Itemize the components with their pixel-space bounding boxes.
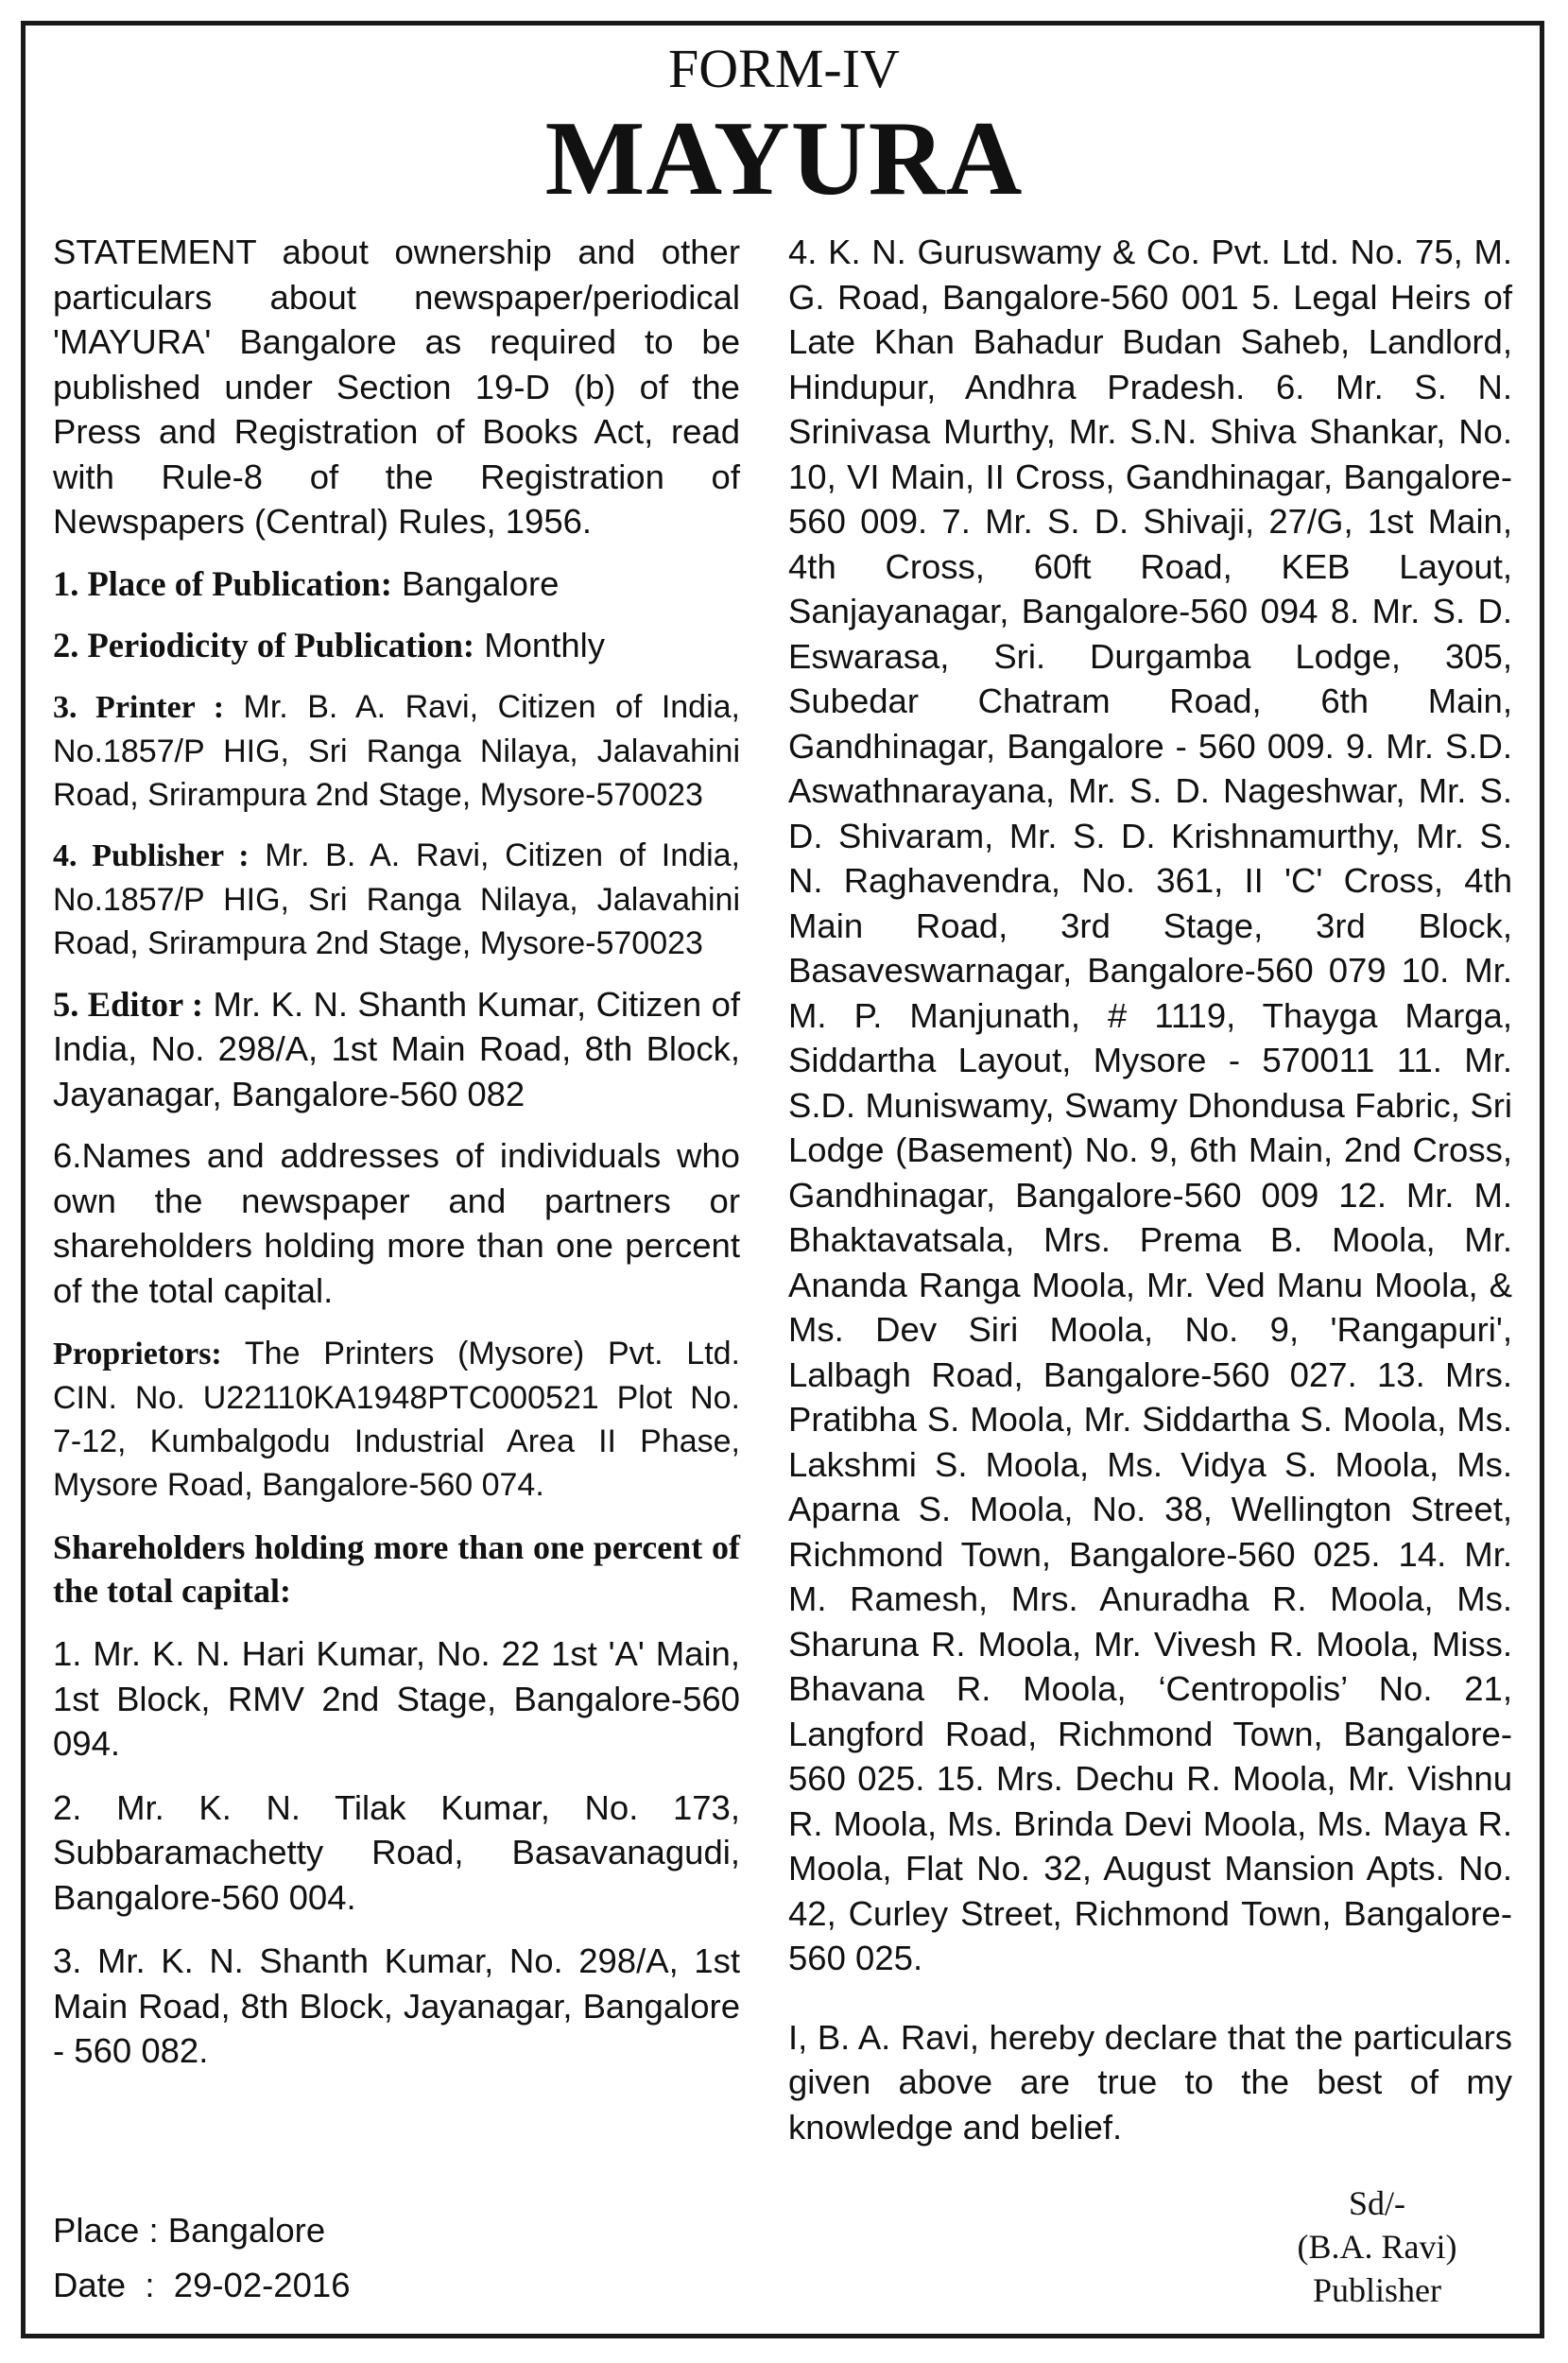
signature-name: (B.A. Ravi) [1297,2228,1457,2266]
place-date-block [53,2203,351,2313]
signature-block [1259,2182,1495,2312]
proprietors-value: The Printers (Mysore) Pvt. Ltd. CIN. No. U22110KA1948PTC000521 Plot No. 7-12, Kumbalgodu Industrial Area II Phase, Mysore Road, Bangalore-560 074. [53,1336,740,1503]
printer-label: 3. Printer : [53,689,225,725]
printer [53,685,740,817]
editor-label: 5. Editor : [53,984,204,1024]
periodicity-value: Monthly [474,626,606,664]
place-of-publication-label: 1. Place of Publication: [53,563,392,603]
shareholders-list-continued: 4. K. N. Guruswamy & Co. Pvt. Ltd. No. 75, M. G. Road, Bangalore-560 001 5. Legal Heirs of Late Khan Bahadur Budan Saheb, Landlord, Hindupur, Andhra Pradesh. 6. Mr. S. N. Srinivasa Murthy, Mr. S.N. Shiva Shankar, No. 10, VI Main, II Cross, Gandhinagar, Bangalore-560 009. 7. Mr. S. D. Shivaji, 27/G, 1st Main, 4th Cross, 60ft Road, KEB Layout, Sanjayanagar, Bangalore-560 094 8. Mr. S. D. Eswarasa, Sri. Durgamba Lodge, 305, Subedar Chatram Road, 6th Main, Gandhinagar, Bangalore - 560 009. 9. Mr. S.D. Aswathnarayana, Mr. S. D. Nageshwar, Mr. S. D. Shivaram, Mr. S. D. Krishnamurthy, Mr. S. N. Raghavendra, No. 361, II 'C' Cross, 4th Main Road, 3rd Stage, 3rd Block, Basaveswarnagar, Bangalore-560 079 10. Mr. M. P. Manjunath, # 1119, Thayga Marga, Siddartha Layout, Mysore - 570011 11. Mr. S.D. Muniswamy, Swamy Dhondusa Fabric, Sri Lodge (Basement) No. 9, 6th Main, 2nd Cross, Gandhinagar, Bangalore-560 009 12. Mr. M. Bhaktavatsala, Mrs. Prema B. Moola, Mr. Ananda Ranga Moola, Mr. Ved Manu Moola, & Ms. Dev Siri Moola, No. 9, 'Rangapuri', Lalbagh Road, Bangalore-560 027. 13. Mrs. Pratibha S. Moola, Mr. Siddartha S. Moola, Ms. Lakshmi S. Moola, Ms. Vidya S. Moola, Ms. Aparna S. Moola, No. 38, Wellington Street, Richmond Town, Bangalore-560 025. 14. Mr. M. Ramesh, Mrs. Anuradha R. Moola, Ms. Sharuna R. Moola, Mr. Vivesh R. Moola, Miss. Bhavana R. Moola, ‘Centropolis’ No. 21, Langford Road, Richmond Town, Bangalore-560 025. 15. Mrs. Dechu R. Moola, Mr. Vishnu R. Moola, Ms. Brinda Devi Moola, Ms. Maya R. Moola, Flat No. 32, August Mansion Apts. No. 42, Curley Street, Richmond Town, Bangalore-560 025. [788,233,1512,1977]
publisher [53,834,740,965]
left-column [53,230,740,2074]
place-of-publication-value: Bangalore [391,563,560,603]
statement-paragraph: STATEMENT about ownership and other particulars about newspaper/periodical 'MAYURA' Bangalore as required to be published under Section 19-D (b) of the Press and Registration of Books Act, read with Rule-8 of the Registration of Newspapers (Central) Rules, 1956. [53,233,740,541]
signature-sd: Sd/- [1348,2184,1405,2222]
publisher-label: 4. Publisher : [53,837,250,873]
place-of-publication [53,561,740,607]
periodicity-label: 2. Periodicity of Publication: [53,626,475,664]
editor [53,982,740,1117]
shareholder-item: 1. Mr. K. N. Hari Kumar, No. 22 1st 'A' Main, 1st Block, RMV 2nd Stage, Bangalore-560 094. [53,1634,740,1763]
editor-value: Mr. K. N. Shanth Kumar, Citizen of India, No. 298/A, 1st Main Road, 8th Block, Jayanagar, Bangalore-560 082 [53,984,741,1113]
shareholder-item: 2. Mr. K. N. Tilak Kumar, No. 173, Subbaramachetty Road, Basavanagudi, Bangalore-560 004. [53,1787,740,1917]
signature-title: Publisher [1312,2271,1441,2309]
right-column [788,230,1512,2149]
date-line: Date : 29-02-2016 [53,2266,351,2304]
proprietors [53,1332,740,1507]
periodicity [53,623,740,668]
printer-value: Mr. B. A. Ravi, Citizen of India, No.1857/P HIG, Sri Ranga Nilaya, Jalavahini Road, Srirampura 2nd Stage, Mysore-570023 [53,688,740,813]
form-title: FORM-IV [668,38,900,99]
shareholder-item: 3. Mr. K. N. Shanth Kumar, No. 298/A, 1st Main Road, 8th Block, Jayanagar, Bangalore - 560 082. [53,1941,740,2070]
place-line: Place : Bangalore [53,2211,326,2250]
ownership-note: 6.Names and addresses of individuals who own the newspaper and partners or shareholders holding more than one percent of the total capital. [53,1136,740,1310]
publisher-value: Mr. B. A. Ravi, Citizen of India, No.1857/P HIG, Sri Ranga Nilaya, Jalavahini Road, Srirampura 2nd Stage, Mysore-570023 [53,837,740,961]
shareholders-heading: Shareholders holding more than one percent of the total capital: [53,1528,740,1610]
newspaper-name: MAYURA [544,100,1024,217]
proprietors-label: Proprietors: [53,1337,222,1371]
declaration: I, B. A. Ravi, hereby declare that the particulars given above are true to the best of my knowledge and belief. [788,2017,1512,2147]
